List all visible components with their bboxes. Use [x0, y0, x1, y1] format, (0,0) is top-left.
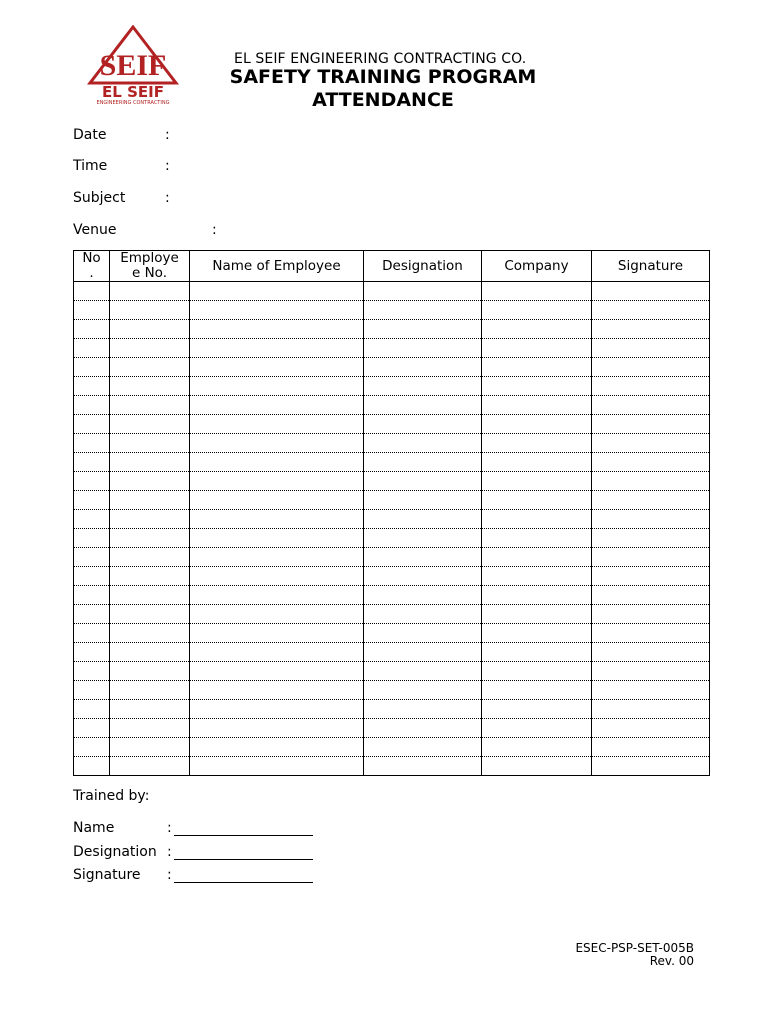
table-cell[interactable]	[482, 415, 592, 434]
table-cell[interactable]	[592, 605, 710, 624]
table-cell[interactable]	[482, 567, 592, 586]
table-cell[interactable]	[74, 320, 110, 339]
trainer-designation-line[interactable]	[174, 859, 313, 860]
table-cell[interactable]	[364, 643, 482, 662]
table-cell[interactable]	[190, 662, 364, 681]
table-cell[interactable]	[364, 339, 482, 358]
table-cell[interactable]	[110, 586, 190, 605]
table-cell[interactable]	[190, 282, 364, 301]
table-cell[interactable]	[364, 301, 482, 320]
table-cell[interactable]	[592, 301, 710, 320]
subject-colon: :	[165, 190, 170, 206]
table-cell[interactable]	[364, 567, 482, 586]
table-cell[interactable]	[592, 529, 710, 548]
table-cell[interactable]	[110, 643, 190, 662]
table-cell[interactable]	[190, 301, 364, 320]
table-cell[interactable]	[190, 605, 364, 624]
table-cell[interactable]	[482, 358, 592, 377]
table-cell[interactable]	[592, 339, 710, 358]
table-cell[interactable]	[190, 548, 364, 567]
table-cell[interactable]	[74, 358, 110, 377]
table-cell[interactable]	[364, 757, 482, 776]
logo-caption: ENGINEERING CONTRACTING	[96, 100, 170, 105]
form-title-line-1: SAFETY TRAINING PROGRAM	[229, 66, 537, 88]
table-cell[interactable]	[190, 415, 364, 434]
trainer-designation-label: Designation	[73, 844, 157, 860]
attendance-table	[73, 250, 710, 776]
table-cell[interactable]	[110, 491, 190, 510]
trainer-designation-field	[73, 844, 333, 864]
table-cell[interactable]	[592, 491, 710, 510]
table-row	[74, 377, 710, 396]
table-cell[interactable]	[364, 738, 482, 757]
table-cell[interactable]	[482, 529, 592, 548]
table-cell[interactable]	[364, 548, 482, 567]
table-cell[interactable]	[482, 301, 592, 320]
table-row	[74, 738, 710, 757]
table-row	[74, 434, 710, 453]
table-cell[interactable]	[592, 719, 710, 738]
table-cell[interactable]	[592, 738, 710, 757]
table-cell[interactable]	[482, 339, 592, 358]
table-cell[interactable]	[364, 605, 482, 624]
table-cell[interactable]	[482, 434, 592, 453]
table-cell[interactable]	[190, 757, 364, 776]
trainer-name-label: Name	[73, 820, 115, 836]
table-cell[interactable]	[592, 643, 710, 662]
table-row	[74, 339, 710, 358]
column-header-signature: Signature	[592, 251, 710, 282]
table-cell[interactable]	[190, 700, 364, 719]
table-cell[interactable]	[364, 320, 482, 339]
table-cell[interactable]	[482, 472, 592, 491]
table-cell[interactable]	[110, 377, 190, 396]
table-cell[interactable]	[364, 662, 482, 681]
table-row	[74, 358, 710, 377]
table-cell[interactable]	[190, 738, 364, 757]
table-cell[interactable]	[482, 624, 592, 643]
table-cell[interactable]	[74, 624, 110, 643]
table-cell[interactable]	[190, 567, 364, 586]
time-field	[73, 158, 170, 174]
table-cell[interactable]	[74, 472, 110, 491]
trainer-name-field	[73, 820, 333, 840]
table-cell[interactable]	[110, 434, 190, 453]
table-cell[interactable]	[592, 757, 710, 776]
table-cell[interactable]	[482, 396, 592, 415]
table-cell[interactable]	[74, 643, 110, 662]
table-cell[interactable]	[592, 624, 710, 643]
table-cell[interactable]	[592, 548, 710, 567]
subject-field	[73, 190, 170, 206]
logo-text: EL SEIF	[102, 83, 164, 101]
table-row	[74, 510, 710, 529]
trainer-signature-colon: :	[167, 867, 172, 883]
table-cell[interactable]	[110, 529, 190, 548]
table-cell[interactable]	[74, 415, 110, 434]
table-cell[interactable]	[482, 643, 592, 662]
table-cell[interactable]	[482, 738, 592, 757]
table-cell[interactable]	[110, 738, 190, 757]
table-body	[74, 282, 710, 776]
table-cell[interactable]	[74, 662, 110, 681]
table-cell[interactable]	[482, 453, 592, 472]
table-cell[interactable]	[482, 605, 592, 624]
column-header-company: Company	[482, 251, 592, 282]
table-cell[interactable]	[592, 567, 710, 586]
table-cell[interactable]	[190, 434, 364, 453]
table-cell[interactable]	[110, 396, 190, 415]
table-row	[74, 472, 710, 491]
table-cell[interactable]	[364, 377, 482, 396]
table-cell[interactable]	[592, 453, 710, 472]
venue-label: Venue	[73, 222, 117, 238]
date-colon: :	[165, 127, 170, 143]
table-cell[interactable]	[74, 491, 110, 510]
table-cell[interactable]	[110, 700, 190, 719]
table-cell[interactable]	[110, 757, 190, 776]
table-row	[74, 662, 710, 681]
trainer-name-line[interactable]	[174, 835, 313, 836]
table-cell[interactable]	[74, 586, 110, 605]
table-row	[74, 681, 710, 700]
table-cell[interactable]	[110, 339, 190, 358]
table-cell[interactable]	[74, 510, 110, 529]
form-title-line-2: ATTENDANCE	[312, 89, 454, 111]
date-label: Date	[73, 127, 107, 143]
table-cell[interactable]	[74, 301, 110, 320]
table-cell[interactable]	[364, 282, 482, 301]
table-cell[interactable]	[74, 719, 110, 738]
trainer-signature-field	[73, 867, 333, 887]
table-row	[74, 719, 710, 738]
svg-text:SEIF: SEIF	[99, 49, 167, 82]
table-cell[interactable]	[74, 567, 110, 586]
table-row	[74, 624, 710, 643]
table-cell[interactable]	[592, 434, 710, 453]
table-cell[interactable]	[592, 681, 710, 700]
table-cell[interactable]	[592, 700, 710, 719]
table-row	[74, 757, 710, 776]
table-cell[interactable]	[482, 377, 592, 396]
table-cell[interactable]	[110, 719, 190, 738]
table-cell[interactable]	[190, 339, 364, 358]
table-cell[interactable]	[190, 681, 364, 700]
table-cell[interactable]	[74, 282, 110, 301]
table-cell[interactable]	[110, 510, 190, 529]
table-cell[interactable]	[74, 605, 110, 624]
column-header-no: No .	[74, 251, 110, 282]
time-label: Time	[73, 158, 108, 174]
company-name: EL SEIF ENGINEERING CONTRACTING CO.	[234, 51, 527, 67]
table-cell[interactable]	[110, 624, 190, 643]
table-cell[interactable]	[74, 757, 110, 776]
table-cell[interactable]	[74, 738, 110, 757]
table-cell[interactable]	[190, 472, 364, 491]
table-cell[interactable]	[110, 662, 190, 681]
trainer-name-colon: :	[167, 820, 172, 836]
table-cell[interactable]	[364, 624, 482, 643]
table-cell[interactable]	[74, 453, 110, 472]
subject-label: Subject	[73, 190, 126, 206]
trainer-designation-colon: :	[167, 844, 172, 860]
table-row	[74, 453, 710, 472]
table-cell[interactable]	[110, 472, 190, 491]
table-cell[interactable]	[74, 529, 110, 548]
table-cell[interactable]	[592, 377, 710, 396]
table-cell[interactable]	[190, 320, 364, 339]
table-cell[interactable]	[364, 358, 482, 377]
table-cell[interactable]	[364, 681, 482, 700]
table-row	[74, 301, 710, 320]
document-code: ESEC-PSP-SET-005B	[575, 941, 694, 955]
revision-number: Rev. 00	[649, 954, 694, 968]
table-cell[interactable]	[482, 757, 592, 776]
table-cell[interactable]	[592, 586, 710, 605]
table-cell[interactable]	[482, 662, 592, 681]
table-cell[interactable]	[110, 320, 190, 339]
table-row	[74, 643, 710, 662]
table-cell[interactable]	[110, 282, 190, 301]
venue-colon: :	[212, 222, 217, 238]
table-cell[interactable]	[190, 358, 364, 377]
column-header-name: Name of Employee	[190, 251, 364, 282]
el-seif-logo	[86, 25, 180, 105]
table-cell[interactable]	[482, 719, 592, 738]
table-row	[74, 567, 710, 586]
table-cell[interactable]	[364, 415, 482, 434]
table-cell[interactable]	[592, 282, 710, 301]
column-header-designation: Designation	[364, 251, 482, 282]
table-cell[interactable]	[74, 681, 110, 700]
table-cell[interactable]	[482, 320, 592, 339]
table-row	[74, 282, 710, 301]
table-cell[interactable]	[190, 529, 364, 548]
column-header-employee-no: Employe e No.	[110, 251, 190, 282]
trained-by-heading: Trained by:	[73, 788, 150, 804]
table-cell[interactable]	[74, 548, 110, 567]
time-colon: :	[165, 158, 170, 174]
table-cell[interactable]	[110, 567, 190, 586]
table-row	[74, 605, 710, 624]
table-cell[interactable]	[190, 453, 364, 472]
table-cell[interactable]	[592, 358, 710, 377]
table-cell[interactable]	[110, 548, 190, 567]
table-cell[interactable]	[364, 434, 482, 453]
table-row	[74, 529, 710, 548]
table-cell[interactable]	[110, 358, 190, 377]
table-cell[interactable]	[364, 510, 482, 529]
table-cell[interactable]	[364, 719, 482, 738]
table-cell[interactable]	[364, 396, 482, 415]
table-cell[interactable]	[190, 510, 364, 529]
table-row	[74, 700, 710, 719]
trainer-signature-line[interactable]	[174, 882, 313, 883]
table-cell[interactable]	[190, 396, 364, 415]
table-cell[interactable]	[74, 434, 110, 453]
table-cell[interactable]	[364, 529, 482, 548]
table-cell[interactable]	[364, 700, 482, 719]
table-cell[interactable]	[74, 700, 110, 719]
table-cell[interactable]	[364, 491, 482, 510]
table-cell[interactable]	[190, 377, 364, 396]
table-row	[74, 491, 710, 510]
table-cell[interactable]	[482, 586, 592, 605]
date-field	[73, 127, 170, 143]
table-cell[interactable]	[110, 415, 190, 434]
table-cell[interactable]	[592, 510, 710, 529]
table-cell[interactable]	[482, 491, 592, 510]
table-cell[interactable]	[592, 662, 710, 681]
table-cell[interactable]	[592, 320, 710, 339]
table-cell[interactable]	[190, 491, 364, 510]
table-row	[74, 548, 710, 567]
table-cell[interactable]	[482, 548, 592, 567]
venue-field	[73, 222, 217, 238]
table-cell[interactable]	[364, 586, 482, 605]
table-cell[interactable]	[110, 605, 190, 624]
table-row	[74, 396, 710, 415]
table-cell[interactable]	[110, 681, 190, 700]
table-cell[interactable]	[74, 396, 110, 415]
table-header-row	[74, 251, 710, 282]
table-cell[interactable]	[592, 396, 710, 415]
table-cell[interactable]	[364, 453, 482, 472]
table-row	[74, 415, 710, 434]
table-cell[interactable]	[74, 377, 110, 396]
table-cell[interactable]	[364, 472, 482, 491]
table-row	[74, 320, 710, 339]
table-cell[interactable]	[482, 510, 592, 529]
table-cell[interactable]	[190, 624, 364, 643]
table-row	[74, 586, 710, 605]
table-cell[interactable]	[110, 453, 190, 472]
table-cell[interactable]	[110, 301, 190, 320]
table-cell[interactable]	[190, 586, 364, 605]
table-cell[interactable]	[592, 472, 710, 491]
table-cell[interactable]	[592, 415, 710, 434]
table-cell[interactable]	[482, 700, 592, 719]
table-cell[interactable]	[74, 339, 110, 358]
table-cell[interactable]	[190, 719, 364, 738]
trainer-signature-label: Signature	[73, 867, 141, 883]
table-cell[interactable]	[482, 282, 592, 301]
table-cell[interactable]	[482, 681, 592, 700]
table-cell[interactable]	[190, 643, 364, 662]
